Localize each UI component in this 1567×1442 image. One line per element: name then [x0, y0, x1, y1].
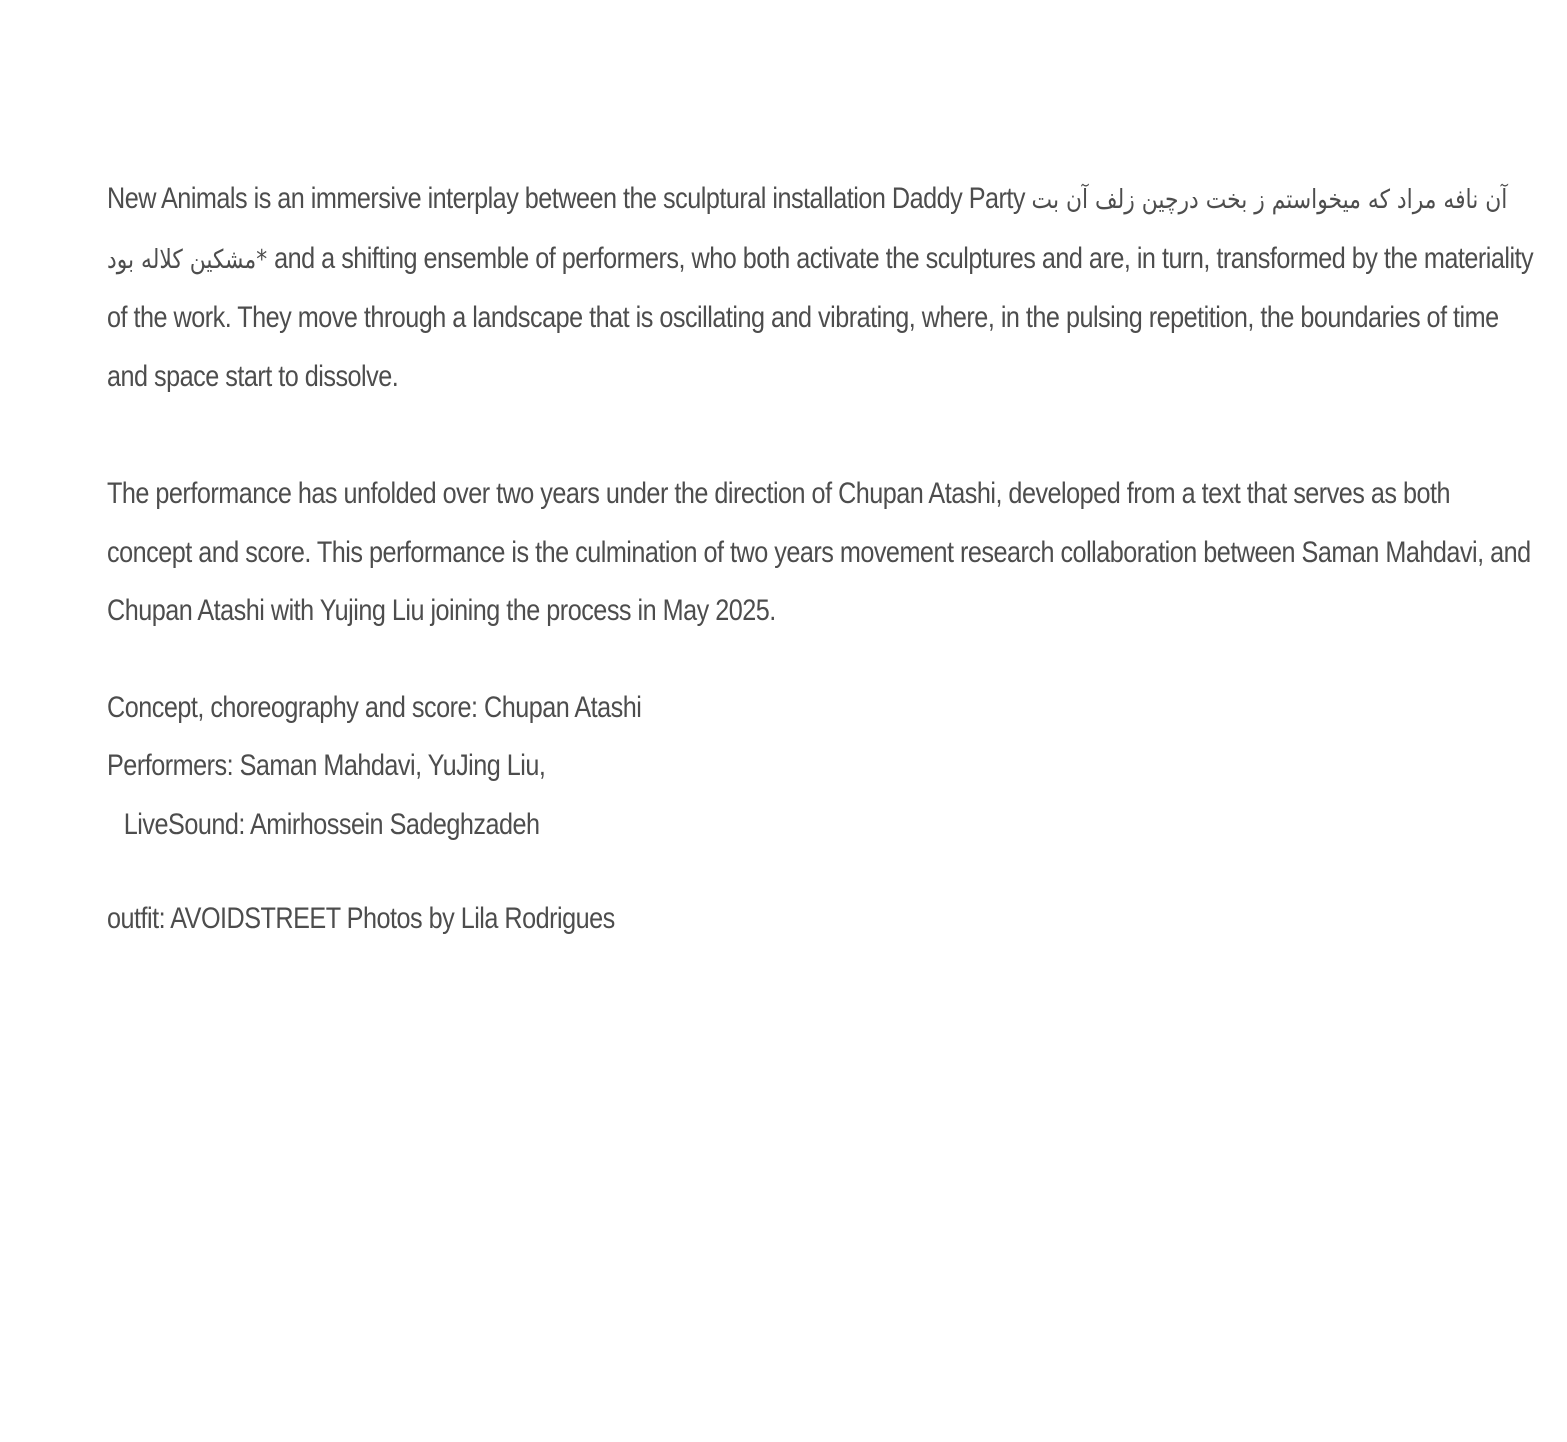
about-section: [107, 170, 1534, 949]
intro-paragraph: [107, 170, 1537, 407]
about-text: [107, 170, 1537, 949]
credit-concept: Concept, choreography and score: Chupan Atashi: [107, 690, 642, 724]
performance-paragraph: The performance has unfolded over two years under the direction of Chupan Atashi, developed from a text that serves as both concept and score. This performance is the culmination of two years movement research collaboration between Saman Mahdavi, and Chupan Atashi with Yujing Liu joining the process in May 2025.: [107, 476, 1531, 628]
intro-text-start: New Animals is an immersive interplay between the sculptural installation Daddy Party: [107, 182, 1032, 215]
persian-poem: آن نافه مراد که میخواستم ز بخت درچین زلف آن بت *مشکین کلاله بود: [107, 185, 1508, 275]
credits: [107, 679, 1537, 855]
credit-livesound: LiveSound: Amirhossein Sadeghzadeh: [123, 807, 540, 841]
credit-outfit-photos: outfit: AVOIDSTREET Photos by Lila Rodrigues: [107, 902, 615, 936]
intro-text-end: and a shifting ensemble of performers, who both activate the sculptures and are, in turn, transformed by the materiality of the work. They move through a landscape that is oscillating and vibrating, where, in the pulsing repetition, the boundaries of time and space start to dissolve.: [107, 241, 1534, 394]
credit-performers: Performers: Saman Mahdavi, YuJing Liu,: [107, 749, 546, 783]
